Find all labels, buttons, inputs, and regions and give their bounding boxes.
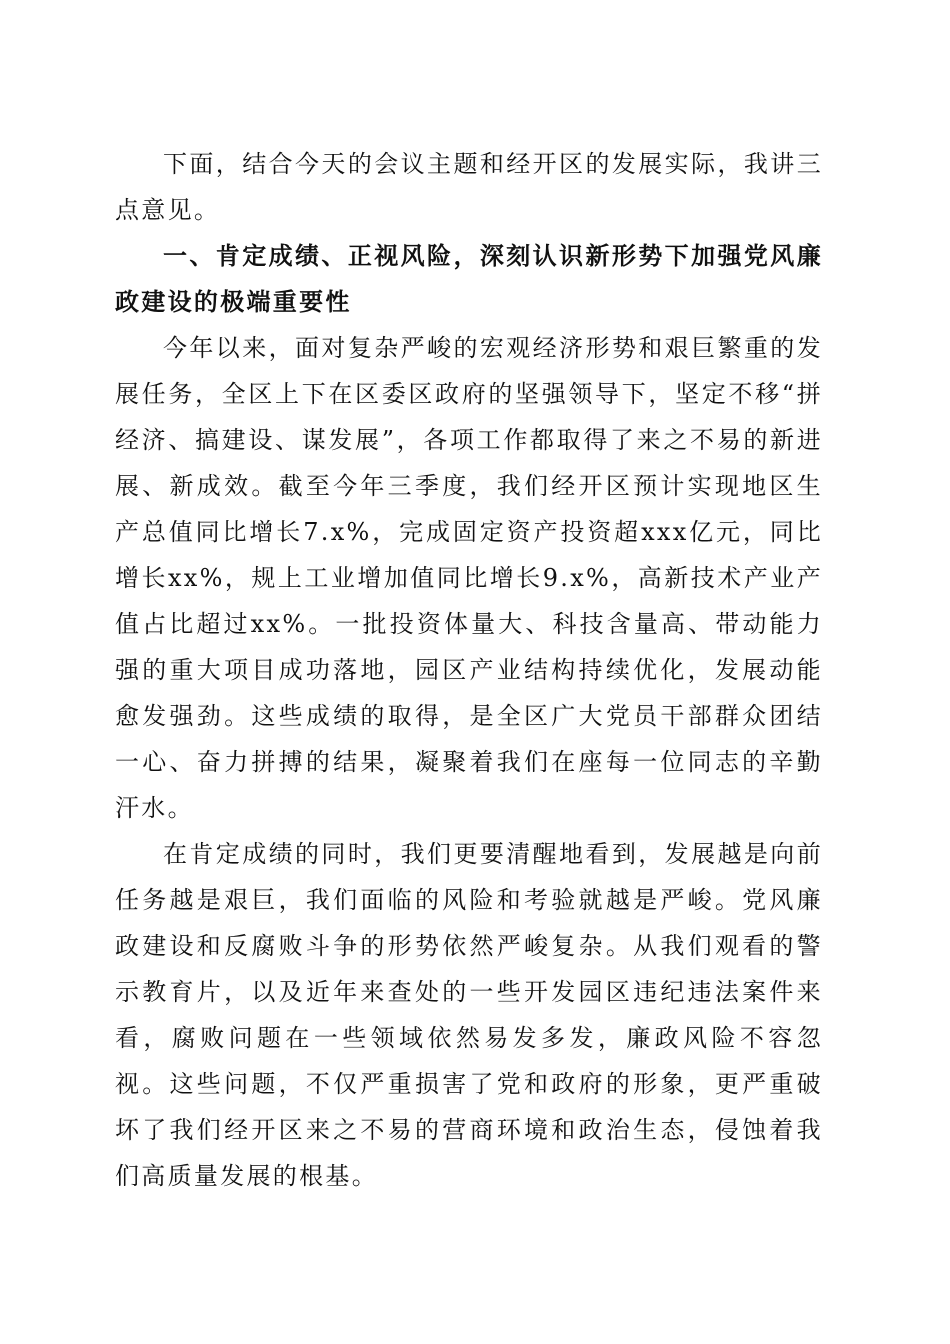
body-paragraph-risks: 在肯定成绩的同时，我们更要清醒地看到，发展越是向前任务越是艰巨，我们面临的风险和考验就越是严峻。党风廉政建设和反腐败斗争的形势依然严峻复杂。从我们观看的警示教育片，以及近年来查处的一些开发园区违纪违法案件来看，腐败问题在一些领域依然易发多发，廉政风险不容忽视。这些问题，不仅严重损害了党和政府的形象，更严重破坏了我们经开区来之不易的营商环境和政治生态，侵蚀着我们高质量发展的根基。 bbox=[115, 840, 823, 1190]
section-heading: 一、肯定成绩、正视风险，深刻认识新形势下加强党风廉政建设的极端重要性 bbox=[115, 242, 823, 316]
document-body bbox=[115, 141, 823, 1199]
body-paragraph-achievements: 今年以来，面对复杂严峻的宏观经济形势和艰巨繁重的发展任务，全区上下在区委区政府的坚强领导下，坚定不移“拼经济、搞建设、谋发展”，各项工作都取得了来之不易的新进展、新成效。截至今年三季度，我们经开区预计实现地区生产总值同比增长7.x%，完成固定资产投资超xxx亿元，同比增长xx%，规上工业增加值同比增长9.x%，高新技术产业产值占比超过xx%。一批投资体量大、科技含量高、带动能力强的重大项目成功落地，园区产业结构持续优化，发展动能愈发强劲。这些成绩的取得，是全区广大党员干部群众团结一心、奋力拼搏的结果，凝聚着我们在座每一位同志的辛勤汗水。 bbox=[115, 334, 823, 822]
intro-paragraph: 下面，结合今天的会议主题和经开区的发展实际，我讲三点意见。 bbox=[115, 150, 823, 224]
